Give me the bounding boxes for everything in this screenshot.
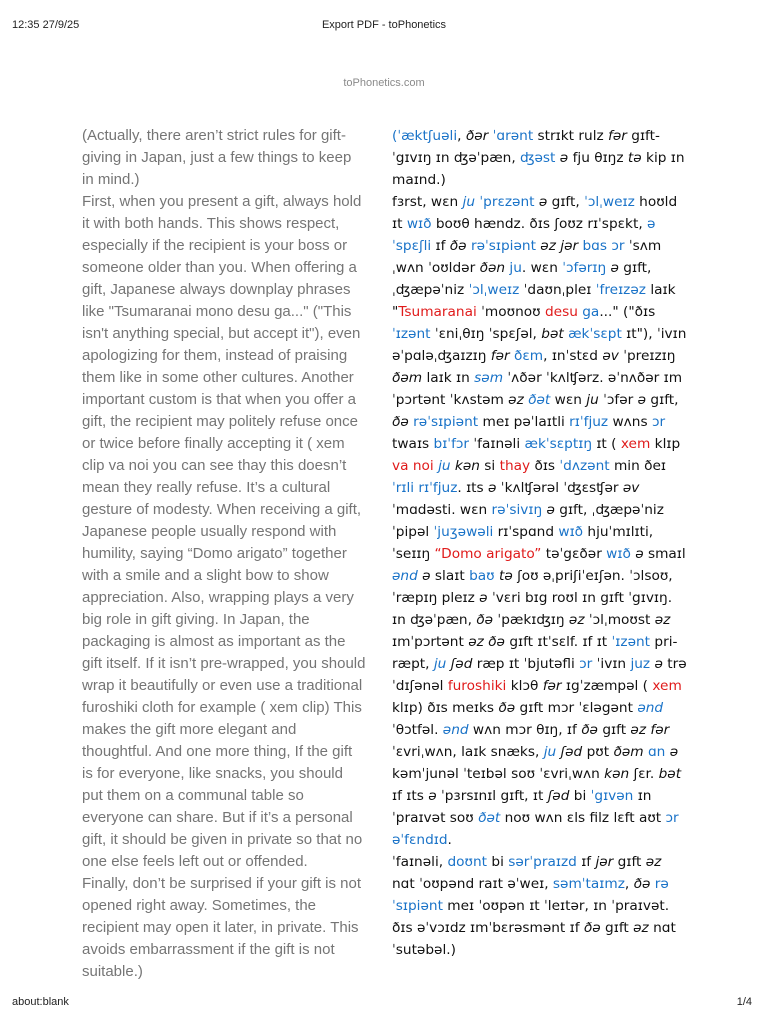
phonetic-segment: ga [582,304,600,320]
phonetic-segment: bi [569,788,591,804]
phonetic-segment: kən [604,766,630,782]
phonetic-segment: əz [508,392,524,408]
phonetic-segment: hoʊld ɪt [392,194,678,232]
phonetic-segment: , [624,876,634,892]
phonetic-segment: laɪk " [392,282,676,320]
phonetic-segment: ə [538,194,548,210]
phonetic-segment: twaɪs [392,436,434,452]
phonetic-segment: gɪft [613,854,646,870]
phonetic-segment: gɪft [600,920,634,936]
phonetic-segment: rəˈsivɪŋ [491,502,543,518]
phonetic-segment: əˈspɛʃli [392,216,656,254]
phonetic-segment: nɑt ˈsutəbəl.) [392,920,676,958]
phonetic-segment: ˈivɪn [592,656,631,672]
phonetic-segment: . wɛn [521,260,563,276]
phonetic-segment: ˈvɛri bɪg roʊl ɪn gɪft ˈgɪvɪŋ. ɪn ʤəˈpæn, [392,590,673,628]
phonetic-segment: ræp ɪt ˈbjutəfli [472,656,580,672]
phonetic-segment: ˈɔfərɪŋ [562,260,607,276]
phonetic-segment: smaɪl [643,546,686,562]
phonetic-segment: ə [559,150,569,166]
phonetic-segment: laɪk ɪn [422,370,475,386]
phonetic-segment: gɪft mɔr ˈɛləgənt [515,700,638,716]
phonetic-segment: əz [468,634,484,650]
phonetic-segment: thay [499,458,531,474]
phonetic-segment: ə [422,568,431,584]
english-paragraph: Finally, don’t be surprised if your gift is not opened right away. Sometimes, the recipient may open it later, in private. This avoids embarrassment if the gift is not suitable.) [82,875,362,980]
phonetic-segment: ˈmoʊnoʊ [476,304,545,320]
phonetic-segment: ˈʌðər ˈkʌlʧərz. əˈnʌðər ɪmˈpɔrtənt ˈkʌstəm [392,370,683,408]
print-footer [0,984,768,1024]
phonetic-segment: ju [543,744,557,760]
phonetic-segment: əz [654,612,671,628]
phonetic-segment: ðə [476,612,494,628]
phonetic-segment: əz [645,854,662,870]
phonetic-segment: ðə [449,238,467,254]
phonetic-segment: əz [633,920,649,936]
phonetic-segment: meɪ pəˈlaɪtli [478,414,570,430]
phonetic-segment: ˈɔlˌweɪz [468,282,520,298]
phonetic-segment: bət [541,326,564,342]
site-name: toPhonetics.com [343,77,425,89]
phonetic-segment: klɪp) ðɪs meɪks [392,700,499,716]
phonetic-segment: ə [654,656,663,672]
phonetic-segment: hjuˈmɪlɪti, ˈseɪɪŋ [392,524,654,562]
phonetic-segment: desu [544,304,578,320]
phonetic-segment: ɪmˈpɔrtənt [392,634,469,650]
phonetic-segment: ɪt"), ˈivɪn əˈpɑləˌʤaɪzɪŋ [392,326,687,364]
phonetic-segment: bɑs [582,238,607,254]
phonetic-segment: ðər [465,128,489,144]
phonetic-segment: gɪft, [646,392,679,408]
print-datetime: 12:35 27/9/25 [12,19,80,31]
phonetic-segment: ə [546,502,555,518]
page-url: about:blank [12,996,69,1008]
phonetic-segment: ɪf [576,854,596,870]
phonetic-segment: gɪft, [547,194,585,210]
phonetic-paragraph [392,125,688,191]
phonetic-segment: ɔr [651,414,666,430]
phonetic-segment: ənd [442,722,469,738]
phonetic-segment: rɪˈspɑnd [493,524,559,540]
phonetic-segment: ʤəst [520,150,556,166]
phonetic-segment: ðɛm [514,348,544,364]
phonetic-segment: ðən [479,260,506,276]
phonetic-segment: Tsumaranai [398,304,477,320]
phonetic-segment: , ɪnˈstɛd [543,348,603,364]
phonetic-segment: ˈɪzənt [611,634,651,650]
phonetic-segment: noʊ wʌn ɛls filz lɛft aʊt [500,810,666,826]
phonetic-segment: pri-ræpt, [392,634,678,672]
phonetic-segment: kəmˈjunəl ˈteɪbəl soʊ ˈɛvriˌwʌn [392,766,605,782]
phonetic-segment: ɔr [611,238,625,254]
phonetic-segment: ənd [392,568,418,584]
phonetic-segment: kən [454,458,480,474]
phonetic-segment: juz [630,656,651,672]
phonetic-segment: ju [438,458,451,474]
phonetic-segment: jər [595,854,614,870]
phonetic-segment: klɪp [650,436,681,452]
phonetic-segment: fju θɪŋz [568,150,628,166]
phonetic-segment: ʃoʊ əˌpriʃiˈeɪʃən. ˈɔlsoʊ, ˈræpɪŋ pleɪz [392,568,673,606]
phonetic-segment: xem [620,436,651,452]
phonetic-segment: ɪgˈzæmpəl ( [561,678,653,694]
phonetic-segment: ə [610,260,619,276]
phonetic-segment: gɪft ɪtˈsɛlf. ɪf ɪt [504,634,612,650]
phonetic-segment: klɔθ [506,678,543,694]
phonetic-segment: ə [488,480,497,496]
phonetic-segment: ju [462,194,476,210]
phonetic-segment: slaɪt [430,568,470,584]
phonetic-segment: ˈpɜrsɪnɪl gɪft, ɪt [436,788,548,804]
phonetic-segment: gɪft-ˈgɪvɪŋ ɪn ʤəˈpæn, [392,128,660,166]
phonetic-segment: ɔr [665,810,679,826]
phonetic-segment: ʃəd [547,788,570,804]
phonetic-segment: wɪð [406,216,432,232]
phonetic-segment: ɪt ( [592,436,621,452]
phonetic-segment: ækˈsɛpt [568,326,622,342]
phonetic-segment: si [479,458,500,474]
phonetic-segment: nɑt ˈoʊpənd raɪt əˈweɪ, [392,876,553,892]
phonetic-segment: ɪf ɪts [392,788,429,804]
phonetic-segment: . [447,832,452,848]
phonetic-segment: ðəm [392,370,423,386]
phonetic-segment: fər [490,348,510,364]
phonetic-segment: baʊ [469,568,495,584]
phonetic-segment: ˈkʌlʧərəl ˈʤɛsʧər [496,480,623,496]
phonetic-segment: ə [635,546,644,562]
phonetic-segment: ˈgɪvən [590,788,634,804]
phonetic-segment: ..." ("ðɪs [599,304,656,320]
phonetic-segment: gɪft [597,722,631,738]
phonetic-segment: wɪð [606,546,631,562]
english-paragraph: (Actually, there aren’t strict rules for gift-giving in Japan, just a few things to keep in mind.) [82,127,352,188]
phonetic-segment: trəˈdɪʃənəl [392,656,687,694]
phonetic-segment: rəˈsɪpiənt [470,238,536,254]
phonetic-segment: meɪ ˈoʊpən ɪt ˈleɪtər, ɪn ˈpraɪvət. ðɪs əˈvɔɪdz ɪmˈbɛrəsmənt ɪf [392,898,670,936]
phonetic-segment: furoshiki [447,678,507,694]
phonetic-segment: ɔr [579,656,593,672]
english-text-column [82,125,367,983]
phonetic-segment: va noi [392,458,434,474]
phonetic-segment: ə [479,590,488,606]
phonetic-segment: ðə [488,634,505,650]
english-paragraph: First, when you present a gift, always hold it with both hands. This shows respect, especially if the recipient is your boss or someone older than you. When offering a gift, Japanese always downplay phrases like "Tsumaranai mono desu ga..." ("This isn't anything special, but accept it"), even apologizing for them, instead of praising them like in some other cultures. Another important custom is that when you offer a gift, the recipient may politely refuse once or twice before finally accepting it ( xem clip va noi you can see thay this doesn’t mean they really refuse. It’s a cultural gesture of modesty. When receiving a gift, Japanese people usually respond with humility, saying “Domo arigato” together with a smile and a slight bow to show appreciation. Also, wrapping plays a very big role in gift giving. In Japan, the packaging is almost as important as the gift itself. If it isn’t pre-wrapped, you should wrap it beautifully or even use a traditional furoshiki cloth for example ( xem clip) This makes the gift more elegant and thoughtful. And one more thing, If the gift is for everyone, like snacks, you should put them on a communal table so everyone can share. But if it’s a personal gift, it should be given in private so that no one else feels left out or offended. [82,193,366,870]
phonetic-segment: ˈɔfər [598,392,638,408]
phonetic-segment: ðə [583,920,601,936]
phonetic-segment: əv [622,480,640,496]
phonetic-segment: əˈfɛndɪd [392,832,448,848]
phonetic-segment: tə [498,568,513,584]
phonetic-segment: ˈpreɪzɪŋ [618,348,676,364]
phonetic-segment: əz [540,238,556,254]
phonetic-segment: gɪft, ˌʤæpəˈniz [392,260,652,298]
phonetic-segment: ˈfaɪnəli [469,436,525,452]
phonetic-segment: ə [428,788,437,804]
phonetic-segment: bɪˈfɔr [433,436,470,452]
document-title: Export PDF - toPhonetics [321,19,447,31]
phonetic-segment: (ˈæktʃuəli [392,128,458,144]
phonetic-segment: ʃəd [560,744,583,760]
phonetic-segment: fər [542,678,562,694]
phonetic-segment: sərˈpraɪzd [508,854,577,870]
phonetic-segment: ʃɛr. [629,766,659,782]
phonetic-segment: xem [652,678,682,694]
phonetic-segment: ə [669,744,679,760]
phonetic-segment: ɪf [431,238,450,254]
phonetic-segment: pʊt [582,744,614,760]
phonetic-segment: səmˈtaɪmz [552,876,625,892]
phonetic-segment: wɪð [558,524,584,540]
phonetic-segment: ju [586,392,599,408]
phonetic-segment: ˈfaɪnəli, [392,854,448,870]
phonetic-segment: əz [568,612,585,628]
phonetic-segment: , [457,128,466,144]
phonetic-segment: fər [608,128,627,144]
phonetic-segment: ju [509,260,522,276]
phonetic-segment: min ðeɪ [609,458,667,474]
phonetic-segment: ˈɔlˌweɪz [584,194,635,210]
phonetic-segment: əv [602,348,619,364]
phonetic-segment: wʌn mɔr θɪŋ, ɪf [468,722,582,738]
phonetic-segment: ˈɑrənt [492,128,534,144]
phonetic-segment: ðət [478,810,501,826]
phonetic-segment: rɪˈfjuz [569,414,609,430]
phonetic-segment: kip ɪn maɪnd.) [392,150,685,188]
phonetic-text-column [392,125,688,961]
phonetic-segment: səm [474,370,504,386]
phonetic-segment: ju [433,656,447,672]
phonetic-segment: təˈgɛðər [541,546,607,562]
phonetic-segment: ˈpækɪʤɪŋ [493,612,569,628]
phonetic-segment: . ɪts [457,480,489,496]
phonetic-segment: ɑn [647,744,666,760]
phonetic-segment: əz [630,722,647,738]
print-header [0,0,768,40]
phonetic-segment: doʊnt [447,854,488,870]
phonetic-segment: ʃəd [450,656,473,672]
phonetic-paragraph [392,191,688,851]
phonetic-segment: ˈmɑdəsti. wɛn [392,502,492,518]
phonetic-segment: wɛn [550,392,587,408]
phonetic-segment: ə [637,392,647,408]
phonetic-segment: ˈɪzənt [392,326,431,342]
phonetic-segment: ˈsʌmˌwʌn ˈoʊldər [392,238,662,276]
phonetic-segment: rəˈsɪpiənt [392,876,669,914]
phonetic-segment: gɪft, ˌʤæpəˈniz ˈpipəl [392,502,664,540]
phonetic-segment: jər [560,238,579,254]
phonetic-segment: ˈrɪli rɪˈfjuz [392,480,458,496]
phonetic-segment: ˈfreɪzəz [595,282,646,298]
phonetic-segment: ðɪs [530,458,560,474]
phonetic-segment: ðə [581,722,598,738]
phonetic-segment: ækˈsɛptɪŋ [524,436,592,452]
phonetic-segment: ɪn ˈpraɪvət soʊ [392,788,652,826]
phonetic-segment: ˈɔlˌmoʊst [584,612,655,628]
page-number: 1/4 [736,996,752,1008]
phonetic-segment: fər [650,722,670,738]
phonetic-segment: ðə [498,700,516,716]
phonetic-segment: bi [487,854,509,870]
phonetic-segment: ˈdʌzənt [559,458,610,474]
phonetic-segment: strɪkt rulz [533,128,609,144]
phonetic-segment: tə [627,150,642,166]
phonetic-segment: rəˈsɪpiənt [413,414,479,430]
phonetic-segment: ˈprɛzənt [479,194,535,210]
phonetic-segment: ðə [392,414,409,430]
phonetic-segment: ˈjuʒəwəli [433,524,494,540]
phonetic-segment: boʊθ hændz. ðɪs ʃoʊz rɪˈspɛkt, [431,216,648,232]
phonetic-paragraph [392,851,688,961]
phonetic-segment: ənd [637,700,664,716]
phonetic-segment: bət [658,766,682,782]
phonetic-segment: ˈɛniˌθɪŋ ˈspɛʃəl, [430,326,542,342]
phonetic-segment: ˈdaʊnˌpleɪ [519,282,596,298]
phonetic-segment: ðəm [613,744,644,760]
phonetic-segment: “Domo arigato” [434,546,542,562]
phonetic-segment: ðə [633,876,651,892]
phonetic-segment: ðət [528,392,551,408]
phonetic-segment: ˈθɔtfəl. [392,722,443,738]
phonetic-segment: ˈɛvriˌwʌn, laɪk snæks, [392,744,544,760]
phonetic-segment: fɜrst, wɛn [392,194,463,210]
phonetic-segment: wʌns [608,414,652,430]
